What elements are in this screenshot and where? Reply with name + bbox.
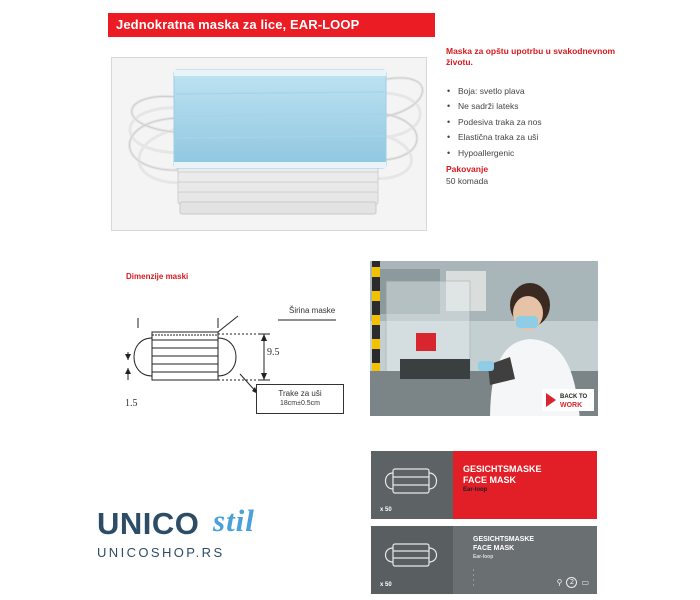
feature-item: • Podesiva traka za nos <box>446 115 616 130</box>
package-subtitle: Ear-loop <box>463 487 488 493</box>
package-title-en: FACE MASK <box>473 545 515 552</box>
feature-item: • Elastična traka za uši <box>446 130 616 145</box>
brand-url: UNICOSHOP.RS <box>97 545 225 560</box>
bullet-icon: • <box>447 101 451 112</box>
package-front-red <box>371 451 597 519</box>
width-label: Širina maske <box>289 306 336 315</box>
package-title-de: GESICHTSMASKE <box>473 536 535 543</box>
feature-item: • Hypoallergenic <box>446 146 616 161</box>
package-label-panel <box>453 526 597 594</box>
package-mask-panel <box>371 451 453 519</box>
feature-list <box>446 84 616 161</box>
product-photo <box>111 57 427 231</box>
product-description: Maska za opštu upotrbu u svakodnevnom životu. <box>446 46 616 67</box>
no-reuse-icon: 2 <box>566 577 577 588</box>
svg-text:WORK: WORK <box>560 402 583 409</box>
strap-value: 18cm±0.5cm <box>279 400 321 407</box>
store-photo <box>370 261 598 416</box>
feature-item: • Boja: svetlo plava <box>446 84 616 99</box>
package-mask-panel <box>371 526 453 594</box>
bullet-icon: • <box>447 147 451 158</box>
person-icon: ⚲ <box>556 578 563 587</box>
package-symbols <box>557 577 589 588</box>
strap-label: Trake za uši <box>278 389 322 398</box>
package-title-de: GESICHTSMASKE <box>463 464 542 474</box>
title-banner <box>108 13 435 37</box>
package-fine-print: • • • • <box>473 568 475 587</box>
cashier-illustration <box>370 261 598 416</box>
side-value: 1.5 <box>125 398 138 409</box>
brand-script: stil <box>213 503 255 538</box>
page-title: Jednokratna maska za lice, EAR-LOOP <box>116 17 360 32</box>
packaging-value: 50 komada <box>446 176 489 186</box>
package-count: x 50 <box>380 507 392 513</box>
package-title-en: FACE MASK <box>463 475 517 485</box>
brand-main: UNICO <box>97 506 200 541</box>
bullet-icon: • <box>447 132 451 143</box>
feature-item: • Ne sadrži lateks <box>446 99 616 114</box>
svg-text:BACK TO: BACK TO <box>560 394 588 400</box>
bullet-icon: • <box>447 86 451 96</box>
info-icon: ▭ <box>581 578 589 587</box>
height-value: 9.5 <box>267 347 280 358</box>
package-subtitle: Ear-loop <box>473 554 494 560</box>
stacked-masks-illustration <box>112 58 427 231</box>
package-count: x 50 <box>380 582 392 588</box>
package-label-panel <box>453 451 597 519</box>
dimensions-title: Dimenzije maski <box>126 272 189 281</box>
packaging-title: Pakovanje <box>446 164 489 174</box>
strap-info-box <box>256 384 344 414</box>
bullet-icon: • <box>447 116 451 127</box>
package-front-grey <box>371 526 597 594</box>
brand-logo <box>97 503 277 565</box>
